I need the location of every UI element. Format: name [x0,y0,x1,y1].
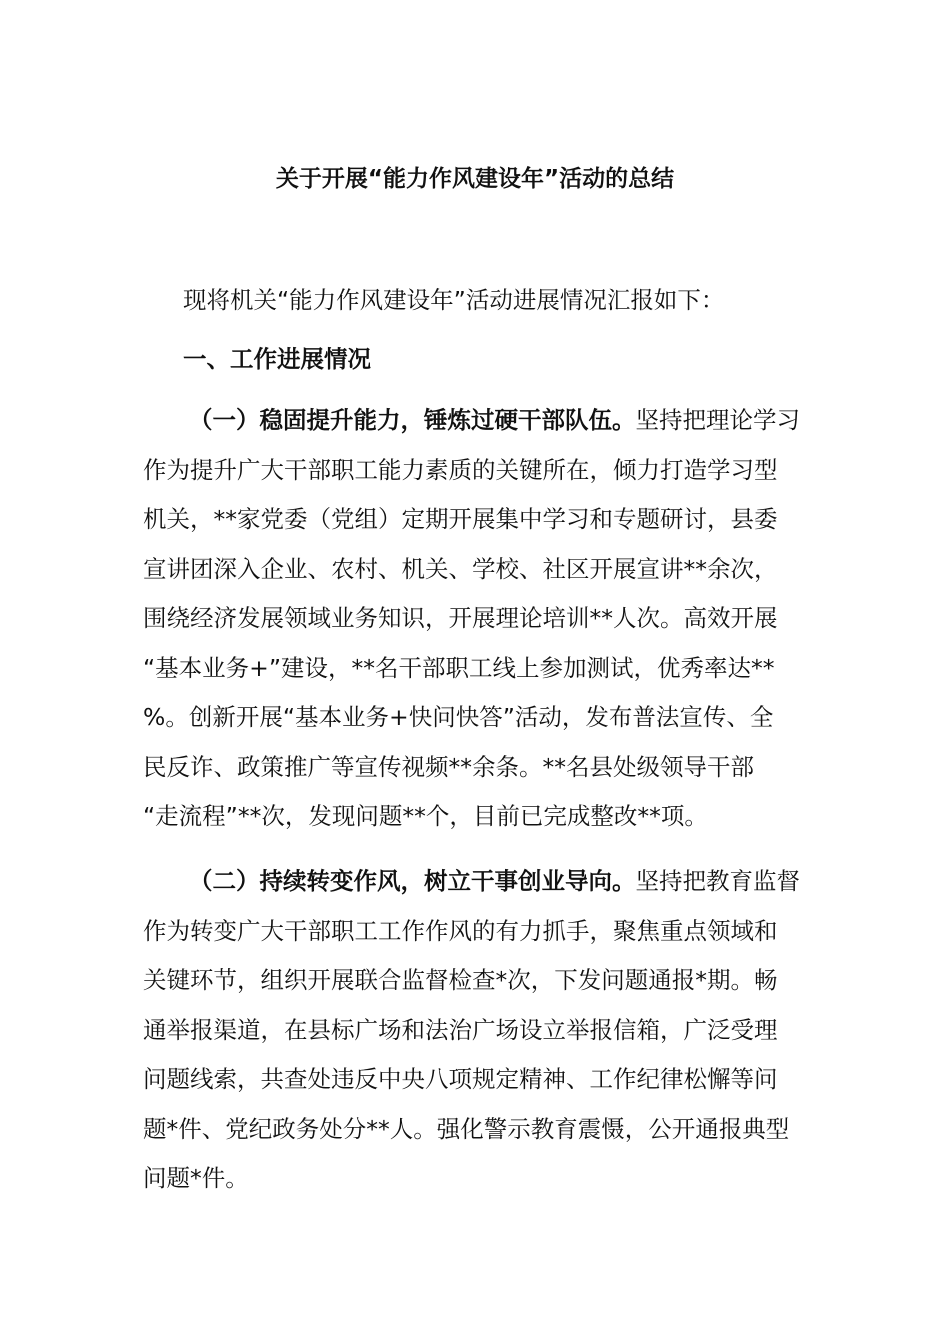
paragraph-lead: （一）稳固提升能力，锤炼过硬干部队伍。 [189,406,636,434]
paragraph-line: 民反诈、政策推广等宣传视频**余条。**名县处级领导干部 [143,752,754,781]
paragraph-line: “基本业务+”建设，**名干部职工线上参加测试，优秀率达** [143,653,775,682]
paragraph-2 [143,857,808,1204]
paragraph-line: 问题线索，共查处违反中央八项规定精神、工作纪律松懈等问 [143,1065,778,1093]
paragraph-line: 问题*件。 [143,1164,249,1192]
intro-paragraph: 现将机关“能力作风建设年”活动进展情况汇报如下： [183,286,725,314]
paragraph-line: 宣讲团深入企业、农村、机关、学校、社区开展宣讲**余次， [143,554,778,583]
paragraph-text: 坚持把教育监督 [635,867,800,895]
paragraph-line: 关键环节，组织开展联合监督检查*次，下发问题通报*期。畅 [143,966,778,994]
paragraph-1 [143,396,808,842]
document-title: 关于开展“能力作风建设年”活动的总结 [275,166,675,192]
paragraph-line: 题*件、党纪政务处分**人。强化警示教育震慑，公开通报典型 [143,1114,790,1143]
paragraph-line [143,857,808,907]
paragraph-line: 作为转变广大干部职工工作作风的有力抓手，聚焦重点领域和 [143,916,778,945]
paragraph-line: 作为提升广大干部职工能力素质的关键所在，倾力打造学习型 [143,455,778,484]
paragraph-line: “走流程”**次，发现问题**个，目前已完成整改**项。 [143,802,708,830]
paragraph-text: 坚持把理论学习 [635,406,800,434]
section-heading: 一、工作进展情况 [183,345,371,373]
paragraph-line: 通举报渠道，在县标广场和法治广场设立举报信箱，广泛受理 [143,1015,778,1044]
paragraph-line: 机关，**家党委（党组）定期开展集中学习和专题研讨，县委 [143,505,778,533]
paragraph-line: %。创新开展“基本业务+快问快答”活动，发布普法宣传、全 [143,703,774,731]
paragraph-line [143,396,808,446]
paragraph-lead: （二）持续转变作风，树立干事创业导向。 [189,867,636,895]
paragraph-line: 围绕经济发展领域业务知识，开展理论培训**人次。高效开展 [143,604,778,632]
